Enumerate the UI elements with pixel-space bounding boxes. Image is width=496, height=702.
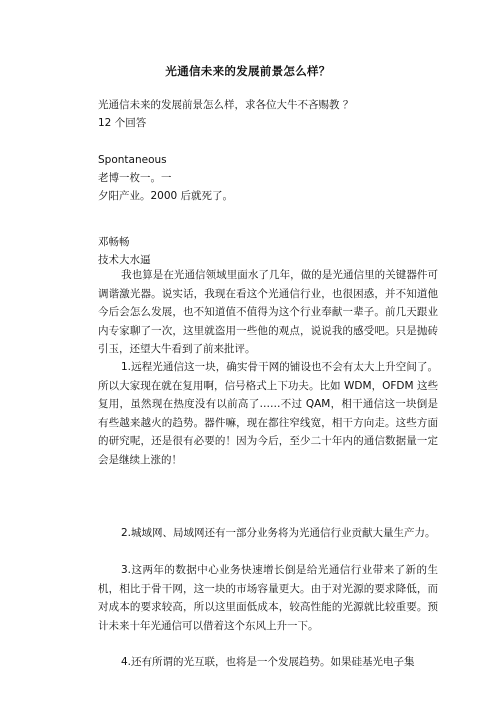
answer-2-intro xyxy=(98,266,438,359)
answer-author: Spontaneous xyxy=(98,154,167,166)
answer-2-point-1 xyxy=(98,358,438,469)
answer-2-header xyxy=(98,233,438,269)
question-block xyxy=(98,96,438,132)
answer-author: 邓畅畅 xyxy=(98,236,130,248)
answer-1 xyxy=(98,151,438,205)
point-text: 1.远程光通信这一块，确实骨干网的铺设也不会有太大上升空间了。所以大家现在就在复用啊，信号格式上下功夫。比如 WDM，OFDM 这些复用，虽然现在热度没有以前高了……不过 QAM，相干通信这一块倒是有些越来越火的趋势。器件嘛，现在都往窄线宽，相干方向走。这些方面的研究呢，还是很有必要的！因为今后，至少二十年内的通信数据量一定会是继续上涨的！ xyxy=(98,361,438,466)
point-text: 4.还有所谓的光互联，也将是一个发展趋势。如果硅基光电子集 xyxy=(121,656,415,668)
point-text: 2.城域网、局域网还有一部分业务将为光通信行业贡献大量生产力。 xyxy=(121,527,436,539)
answer-tagline: 老博一枚一。一 xyxy=(98,172,172,184)
point-text: 3.这两年的数据中心业务快速增长倒是给光通信行业带来了新的生机，相比于骨干网，这一块的市场容量更大。由于对光源的要求降低，而对成本的要求较高，所以这里面低成本，较高性能的光源就比较重要。预计未来十年光通信可以借着这个东风上升一下。 xyxy=(98,564,438,632)
intro-text: 我也算是在光通信领域里面水了几年，做的是光通信里的关键器件可调谐激光器。说实话，我现在看这个光通信行业，也很困惑，并不知道他今后会怎么发展，也不知道值不值得为这个行业奉献一辈子。前几天跟业内专家聊了一次，这里就盗用一些他的观点，说说我的感受吧。只是抛砖引玉，还望大牛看到了前来批评。 xyxy=(98,269,438,355)
answer-2-point-3 xyxy=(98,561,438,635)
question-text: 光通信未来的发展前景怎么样，求各位大牛不吝赐教 ？ xyxy=(98,99,354,111)
page-title: 光通信未来的发展前景怎么样？ xyxy=(165,64,331,78)
answer-tagline: 技术大水逼 xyxy=(98,254,151,266)
answer-2-point-4 xyxy=(98,653,438,672)
answer-2-point-2 xyxy=(98,524,438,543)
answer-content: 夕阳产业。2000 后就死了。 xyxy=(98,190,234,202)
answer-count: 12 个回答 xyxy=(98,117,147,129)
